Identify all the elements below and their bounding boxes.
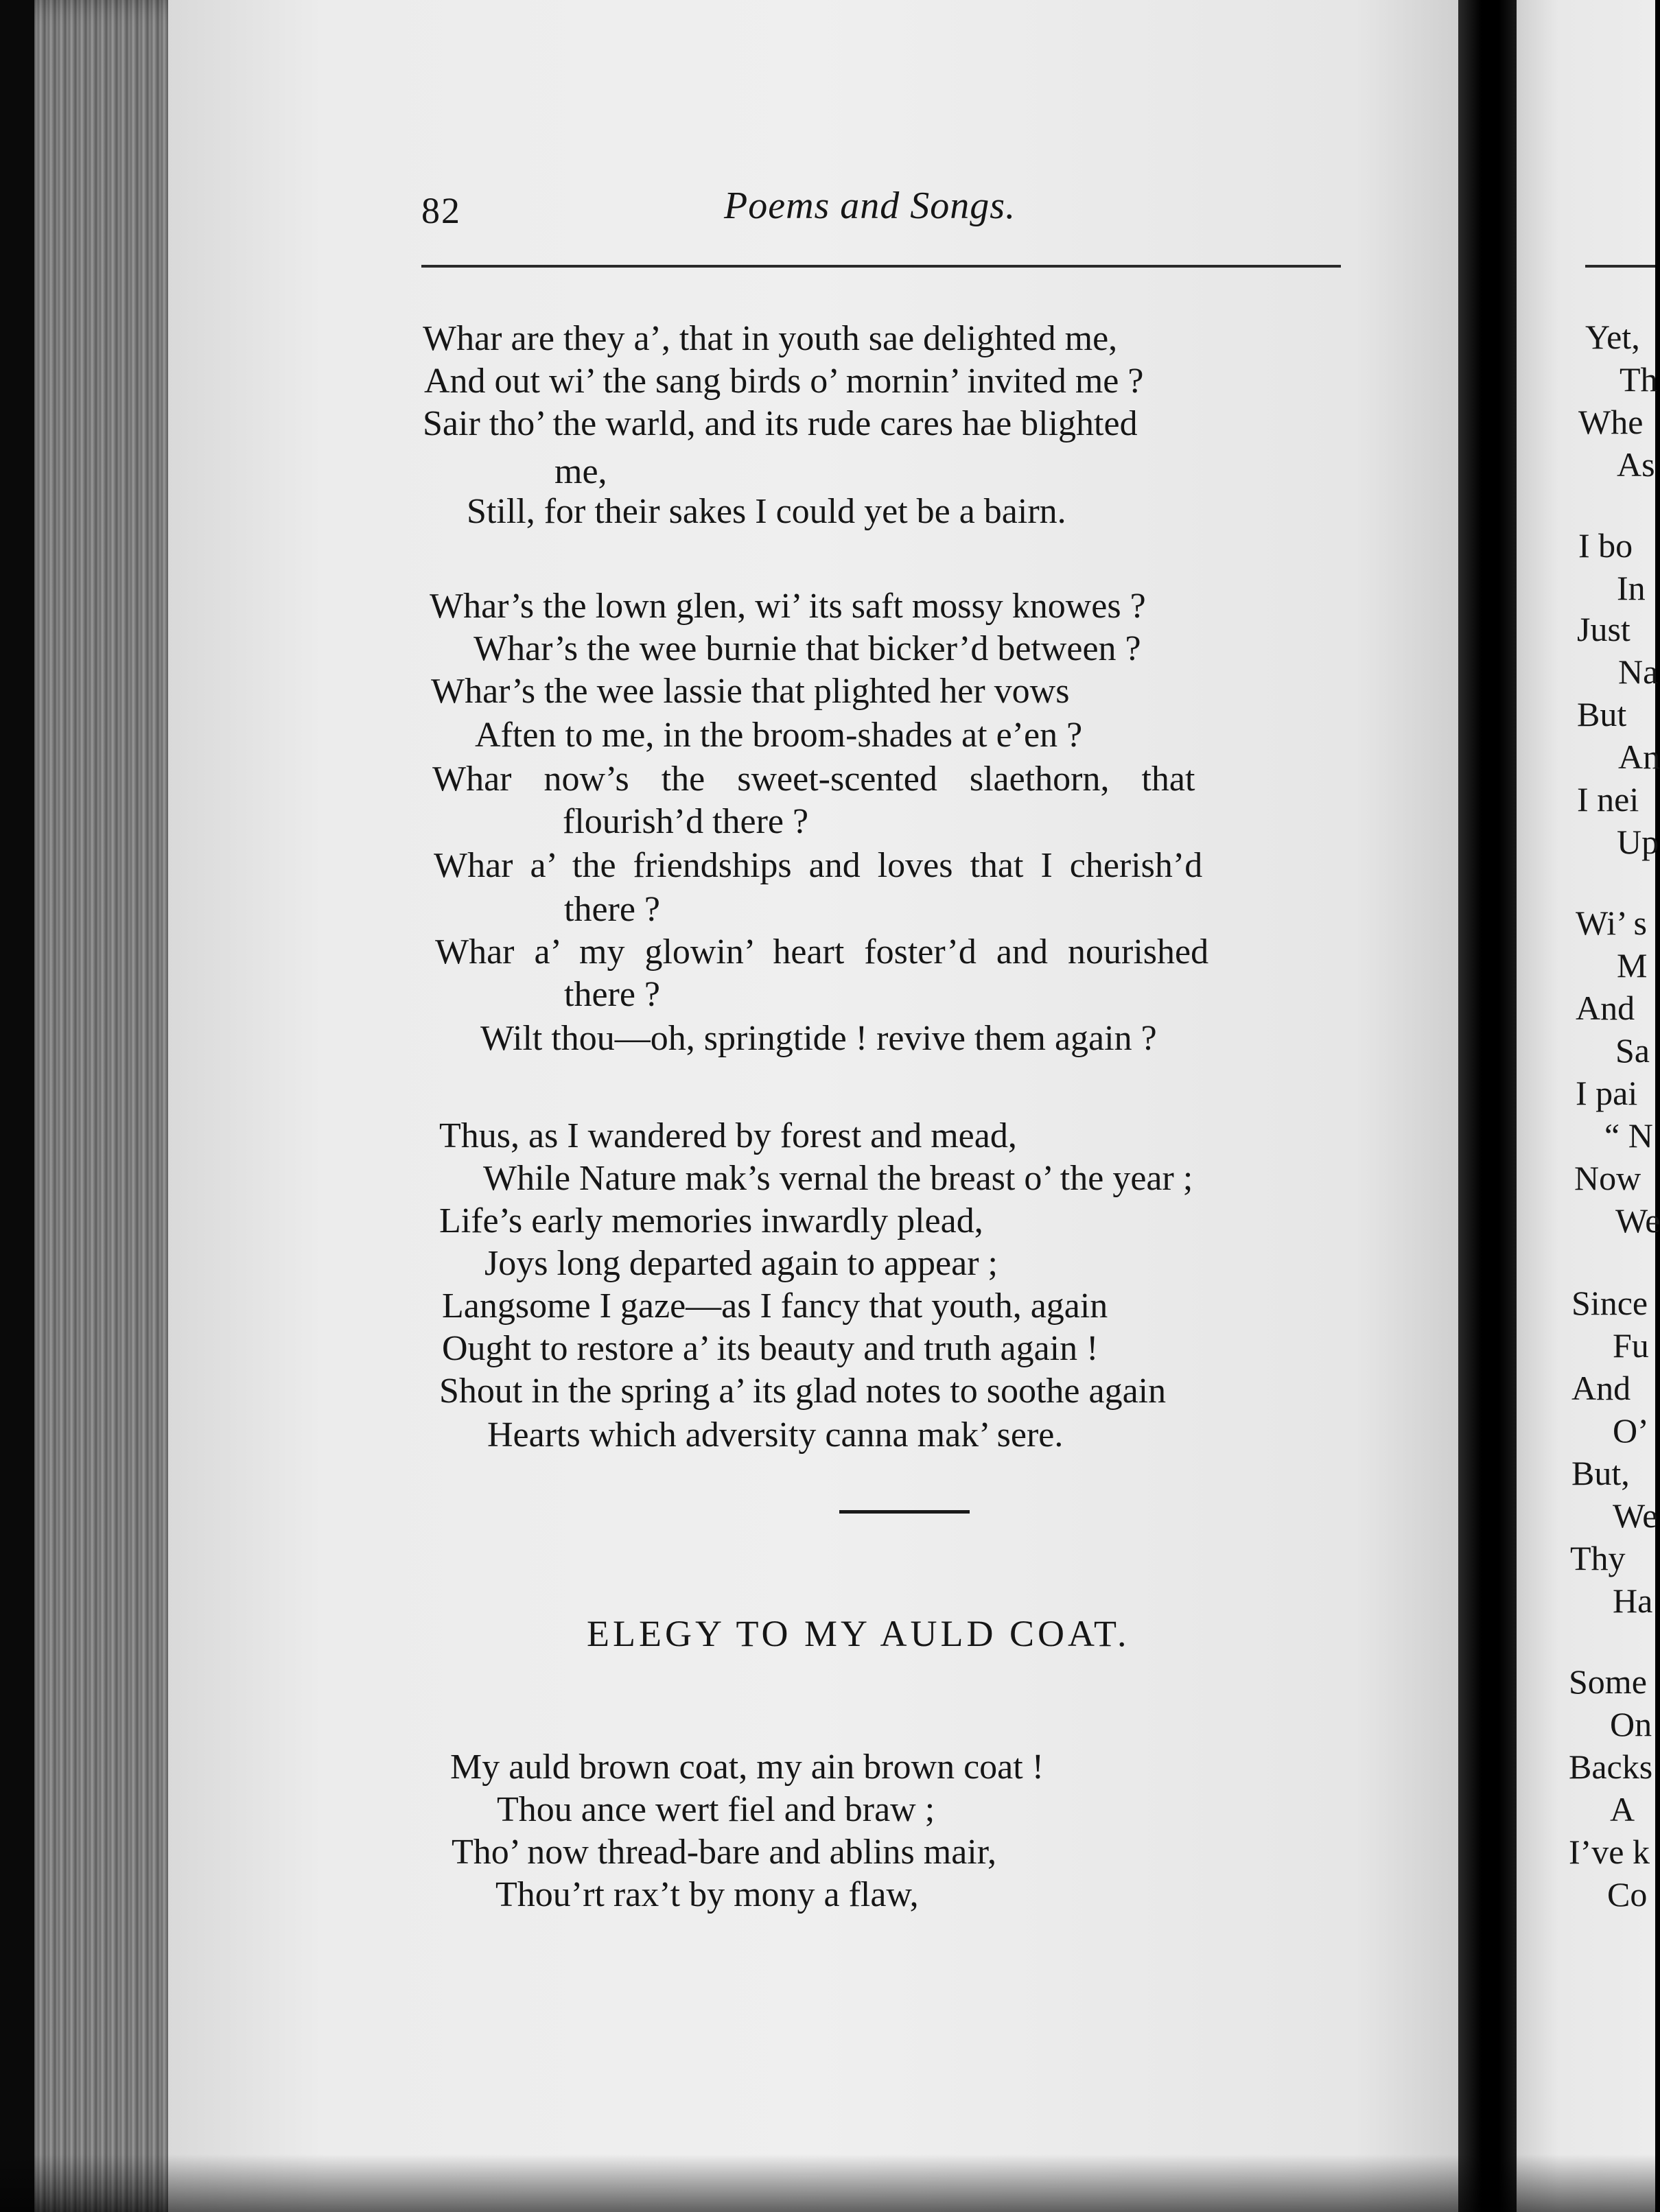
facing-page-line: But,	[1571, 1454, 1630, 1492]
poem-line: Sair tho’ the warld, and its rude cares hae blighted	[423, 404, 1138, 443]
facing-page-line: I’ve k	[1569, 1833, 1650, 1871]
facing-page-line: But	[1577, 695, 1627, 733]
facing-page-line: Thy	[1570, 1539, 1626, 1577]
facing-page-line: I pai	[1576, 1074, 1638, 1112]
poem-line: Thou ance wert fiel and braw ;	[497, 1790, 935, 1829]
facing-page-line: Yet,	[1585, 318, 1640, 356]
facing-page-head-rule	[1585, 265, 1655, 268]
facing-page-line: I bo	[1578, 526, 1633, 565]
poem-line: there ?	[564, 890, 661, 929]
poem-line: Thou’rt rax’t by mony a flaw,	[495, 1875, 919, 1914]
facing-page-line: And	[1576, 989, 1635, 1027]
poem-line: there ?	[564, 975, 661, 1014]
poem-line: Whar are they a’, that in youth sae delighted me,	[423, 319, 1118, 358]
poem-line: me,	[554, 452, 607, 491]
poem-line: My auld brown coat, my ain brown coat !	[450, 1748, 1044, 1787]
facing-page-line: Backs	[1569, 1748, 1653, 1786]
poem-line: Langsome I gaze—as I fancy that youth, again	[442, 1286, 1108, 1326]
facing-page-line: Just	[1577, 610, 1630, 648]
facing-page-line: As	[1617, 445, 1655, 484]
facing-page-line: Na	[1618, 652, 1659, 691]
poem-line: Wilt thou—oh, springtide ! revive them again ?	[480, 1019, 1157, 1058]
facing-page-line: On	[1610, 1705, 1652, 1743]
facing-page-line: And	[1571, 1369, 1631, 1407]
poem-line: Tho’ now thread-bare and ablins mair,	[452, 1833, 996, 1872]
facing-page-line: We	[1615, 1201, 1660, 1240]
facing-page-line: Since	[1571, 1284, 1648, 1322]
poem-line: Aften to me, in the broom-shades at e’en ?	[475, 716, 1083, 755]
poem-line: While Nature mak’s vernal the breast o’ the year ;	[483, 1159, 1193, 1198]
facing-page-line: Fu	[1613, 1326, 1649, 1365]
facing-page-line: Wi’ s	[1576, 904, 1647, 942]
facing-page-line: An	[1618, 738, 1660, 776]
section-separator	[839, 1510, 970, 1514]
facing-page-line: O’	[1613, 1411, 1649, 1450]
running-title: Poems and Songs.	[724, 185, 1016, 227]
poem-line: And out wi’ the sang birds o’ mornin’ invited me ?	[424, 362, 1144, 401]
section-title: ELEGY TO MY AULD COAT.	[587, 1613, 1130, 1654]
poem-line: Whar now’s the sweet-scented slaethorn, that	[432, 760, 1195, 799]
head-rule	[421, 265, 1341, 268]
poem-line: Still, for their sakes I could yet be a bairn.	[467, 492, 1066, 531]
poem-line: Hearts which adversity canna mak’ sere.	[487, 1415, 1064, 1455]
facing-page-line: In	[1617, 569, 1646, 607]
poem-line: Ought to restore a’ its beauty and truth again !	[442, 1329, 1099, 1368]
page-number: 82	[421, 190, 461, 231]
book-gutter	[1458, 0, 1517, 2212]
poem-line: Whar’s the lown glen, wi’ its saft mossy knowes ?	[430, 587, 1146, 626]
poem-line: Shout in the spring a’ its glad notes to soothe again	[439, 1372, 1167, 1411]
facing-page-line: M	[1617, 946, 1648, 985]
poem-line: Thus, as I wandered by forest and mead,	[439, 1116, 1017, 1155]
poem-line: flourish’d there ?	[563, 802, 809, 841]
facing-page-line: Co	[1607, 1875, 1648, 1914]
facing-page-line: Up	[1617, 823, 1659, 861]
poem-line: Whar a’ the friendships and loves that I cherish’d	[434, 846, 1203, 885]
poem-line: Whar’s the wee lassie that plighted her vows	[431, 672, 1070, 711]
facing-page-line: Some	[1569, 1662, 1647, 1701]
facing-page-line: Sa	[1615, 1031, 1650, 1070]
facing-page-line: “ N	[1604, 1116, 1653, 1155]
poem-line: Life’s early memories inwardly plead,	[439, 1201, 983, 1240]
poem-line: Whar a’ my glowin’ heart foster’d and nourished	[435, 932, 1209, 972]
facing-page-line: Whe	[1578, 403, 1644, 441]
facing-page-line: Ha	[1613, 1581, 1653, 1620]
facing-page-line: We	[1613, 1496, 1658, 1535]
facing-page-line: A	[1610, 1790, 1635, 1828]
poem-line: Whar’s the wee burnie that bicker’d between ?	[474, 629, 1141, 668]
facing-page-line: Th	[1620, 360, 1658, 399]
facing-page-line: Now	[1574, 1159, 1641, 1197]
facing-page-line: I nei	[1577, 780, 1639, 819]
poem-line: Joys long departed again to appear ;	[484, 1244, 998, 1283]
